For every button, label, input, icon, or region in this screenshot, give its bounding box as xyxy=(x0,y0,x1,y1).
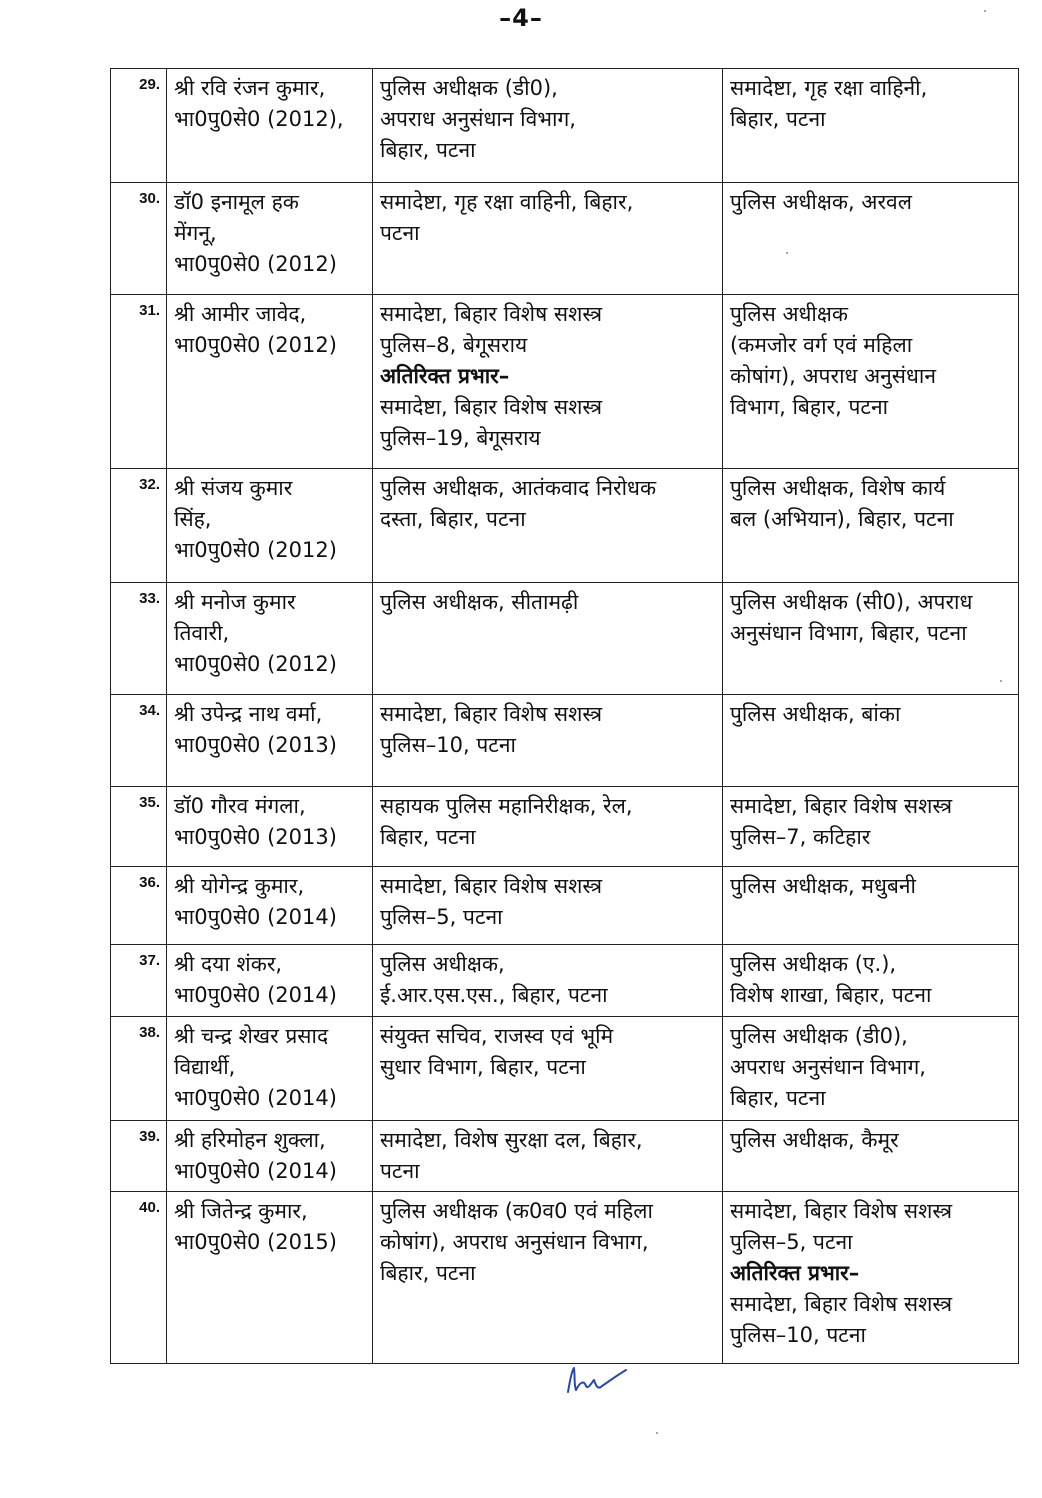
cell-line: पुलिस अधीक्षक (डी0), xyxy=(380,76,558,100)
new-posting-cell xyxy=(723,69,1019,183)
serial-number-cell: 30. xyxy=(111,183,167,295)
cell-line: श्री योगेन्द्र कुमार, xyxy=(174,874,305,898)
officer-name-cell xyxy=(167,69,373,183)
officer-name-cell xyxy=(167,295,373,469)
table-row xyxy=(111,295,1019,469)
scan-speck xyxy=(1000,680,1002,682)
table-row xyxy=(111,1017,1019,1121)
cell-line: श्री संजय कुमार xyxy=(174,476,293,500)
cell-line: पुलिस–5, पटना xyxy=(730,1230,853,1254)
cell-line: सिंह, xyxy=(174,507,212,531)
cell-line: समादेष्टा, बिहार विशेष सशस्त्र xyxy=(380,395,603,419)
current-posting-cell xyxy=(373,1121,723,1192)
cell-line: भा0पु0से0 (2012) xyxy=(174,538,337,562)
new-posting-cell xyxy=(723,583,1019,695)
cell-line: भा0पु0से0 (2013) xyxy=(174,825,337,849)
new-posting-cell xyxy=(723,1017,1019,1121)
cell-line: पुलिस अधीक्षक, मधुबनी xyxy=(730,874,916,898)
cell-line: बिहार, पटना xyxy=(730,1086,826,1110)
cell-line: बिहार, पटना xyxy=(380,138,476,162)
cell-line: भा0पु0से0 (2012) xyxy=(174,333,337,357)
cell-line: पुलिस अधीक्षक, xyxy=(380,952,505,976)
serial-number-cell: 39. xyxy=(111,1121,167,1192)
new-posting-cell xyxy=(723,787,1019,867)
cell-line: पुलिस–8, बेगूसराय xyxy=(380,333,528,357)
cell-line: पटना xyxy=(380,1159,420,1183)
cell-line: पुलिस–10, पटना xyxy=(380,733,516,757)
cell-line: समादेष्टा, गृह रक्षा वाहिनी, xyxy=(730,76,928,100)
cell-line: बिहार, पटना xyxy=(380,825,476,849)
serial-number-cell: 35. xyxy=(111,787,167,867)
cell-line: (कमजोर वर्ग एवं महिला xyxy=(730,333,913,357)
serial-number-cell: 37. xyxy=(111,945,167,1017)
table-row xyxy=(111,183,1019,295)
cell-line: श्री हरिमोहन शुक्ला, xyxy=(174,1128,326,1152)
new-posting-cell xyxy=(723,945,1019,1017)
new-posting-cell xyxy=(723,1192,1019,1364)
new-posting-cell xyxy=(723,183,1019,295)
cell-line: श्री आमीर जावेद, xyxy=(174,302,307,326)
cell-line: विभाग, बिहार, पटना xyxy=(730,395,889,419)
cell-line: पुलिस अधीक्षक, विशेष कार्य xyxy=(730,476,946,500)
signature-mark xyxy=(562,1362,632,1398)
current-posting-cell xyxy=(373,69,723,183)
officer-name-cell xyxy=(167,945,373,1017)
cell-line: पुलिस अधीक्षक (डी0), xyxy=(730,1024,908,1048)
cell-line: श्री मनोज कुमार xyxy=(174,590,296,614)
cell-line: अनुसंधान विभाग, बिहार, पटना xyxy=(730,621,967,645)
officer-name-cell xyxy=(167,583,373,695)
table-row xyxy=(111,69,1019,183)
officer-name-cell xyxy=(167,469,373,583)
cell-line: भा0पु0से0 (2012) xyxy=(174,652,337,676)
officer-name-cell xyxy=(167,867,373,945)
cell-line: भा0पु0से0 (2014) xyxy=(174,1159,337,1183)
transfer-orders-table xyxy=(110,68,1019,1364)
cell-line: भा0पु0से0 (2012) xyxy=(174,252,337,276)
cell-line: ई.आर.एस.एस., बिहार, पटना xyxy=(380,983,608,1007)
current-posting-cell xyxy=(373,583,723,695)
cell-line: भा0पु0से0 (2013) xyxy=(174,733,337,757)
cell-line: श्री उपेन्द्र नाथ वर्मा, xyxy=(174,702,323,726)
cell-line: पटना xyxy=(380,221,420,245)
cell-line: पुलिस–5, पटना xyxy=(380,905,503,929)
cell-line: डॉ0 गौरव मंगला, xyxy=(174,794,306,818)
table-row xyxy=(111,583,1019,695)
table-row xyxy=(111,1192,1019,1364)
officer-name-cell xyxy=(167,695,373,787)
cell-line: पुलिस अधीक्षक (ए.), xyxy=(730,952,897,976)
cell-line: पुलिस अधीक्षक xyxy=(730,302,849,326)
cell-line: श्री जितेन्द्र कुमार, xyxy=(174,1199,308,1223)
cell-line: विशेष शाखा, बिहार, पटना xyxy=(730,983,932,1007)
cell-line: बिहार, पटना xyxy=(730,107,826,131)
cell-line: तिवारी, xyxy=(174,621,230,645)
officer-name-cell xyxy=(167,1192,373,1364)
cell-line: पुलिस अधीक्षक, बांका xyxy=(730,702,901,726)
page-number: –4– xyxy=(499,4,543,32)
table-body xyxy=(111,69,1019,1364)
table-row xyxy=(111,945,1019,1017)
officer-name-cell xyxy=(167,1121,373,1192)
cell-line: मेंगनू, xyxy=(174,221,217,245)
cell-line: पुलिस अधीक्षक, अरवल xyxy=(730,190,912,214)
cell-line: बल (अभियान), बिहार, पटना xyxy=(730,507,954,531)
cell-line: भा0पु0से0 (2015) xyxy=(174,1230,337,1254)
cell-line: पुलिस–7, कटिहार xyxy=(730,825,871,849)
serial-number-cell: 32. xyxy=(111,469,167,583)
cell-line: कोषांग), अपराध अनुसंधान विभाग, xyxy=(380,1230,649,1254)
current-posting-cell xyxy=(373,183,723,295)
scan-speck xyxy=(984,10,986,12)
cell-line: समादेष्टा, बिहार विशेष सशस्त्र xyxy=(730,794,953,818)
cell-line: समादेष्टा, विशेष सुरक्षा दल, बिहार, xyxy=(380,1128,643,1152)
new-posting-cell xyxy=(723,295,1019,469)
table-row xyxy=(111,867,1019,945)
serial-number-cell: 29. xyxy=(111,69,167,183)
cell-line: कोषांग), अपराध अनुसंधान xyxy=(730,364,937,388)
cell-line: श्री दया शंकर, xyxy=(174,952,283,976)
cell-line: श्री चन्द्र शेखर प्रसाद xyxy=(174,1024,329,1048)
cell-line: पुलिस अधीक्षक, सीतामढ़ी xyxy=(380,590,579,614)
current-posting-cell xyxy=(373,469,723,583)
new-posting-cell xyxy=(723,695,1019,787)
officer-name-cell xyxy=(167,787,373,867)
table-row xyxy=(111,1121,1019,1192)
cell-line: संयुक्त सचिव, राजस्व एवं भूमि xyxy=(380,1024,614,1048)
cell-line: डॉ0 इनामूल हक xyxy=(174,190,299,214)
new-posting-cell xyxy=(723,1121,1019,1192)
cell-line: सुधार विभाग, बिहार, पटना xyxy=(380,1055,586,1079)
cell-line: दस्ता, बिहार, पटना xyxy=(380,507,526,531)
cell-line: पुलिस अधीक्षक, आतंकवाद निरोधक xyxy=(380,476,657,500)
cell-line: विद्यार्थी, xyxy=(174,1055,236,1079)
current-posting-cell xyxy=(373,695,723,787)
cell-line: अपराध अनुसंधान विभाग, xyxy=(380,107,576,131)
cell-line: पुलिस अधीक्षक (सी0), अपराध xyxy=(730,590,973,614)
serial-number-cell: 36. xyxy=(111,867,167,945)
new-posting-cell xyxy=(723,867,1019,945)
current-posting-cell xyxy=(373,295,723,469)
cell-line: भा0पु0से0 (2014) xyxy=(174,1086,337,1110)
cell-line: समादेष्टा, गृह रक्षा वाहिनी, बिहार, xyxy=(380,190,634,214)
cell-line: पुलिस अधीक्षक, कैमूर xyxy=(730,1128,899,1152)
cell-line: समादेष्टा, बिहार विशेष सशस्त्र xyxy=(730,1292,953,1316)
cell-line: अपराध अनुसंधान विभाग, xyxy=(730,1055,926,1079)
cell-line: पुलिस–19, बेगूसराय xyxy=(380,426,541,450)
cell-line: समादेष्टा, बिहार विशेष सशस्त्र xyxy=(380,702,603,726)
cell-line: भा0पु0से0 (2012), xyxy=(174,107,344,131)
cell-line: बिहार, पटना xyxy=(380,1261,476,1285)
cell-line: भा0पु0से0 (2014) xyxy=(174,905,337,929)
current-posting-cell xyxy=(373,867,723,945)
current-posting-cell xyxy=(373,787,723,867)
cell-line: श्री रवि रंजन कुमार, xyxy=(174,76,326,100)
cell-line: समादेष्टा, बिहार विशेष सशस्त्र xyxy=(380,302,603,326)
serial-number-cell: 33. xyxy=(111,583,167,695)
cell-line: सहायक पुलिस महानिरीक्षक, रेल, xyxy=(380,794,633,818)
current-posting-cell xyxy=(373,1192,723,1364)
serial-number-cell: 34. xyxy=(111,695,167,787)
cell-line: पुलिस अधीक्षक (क0व0 एवं महिला xyxy=(380,1199,653,1223)
serial-number-cell: 38. xyxy=(111,1017,167,1121)
table-row xyxy=(111,695,1019,787)
cell-line: समादेष्टा, बिहार विशेष सशस्त्र xyxy=(730,1199,953,1223)
table-row xyxy=(111,787,1019,867)
cell-line: अतिरिक्त प्रभार– xyxy=(380,364,510,388)
cell-line: भा0पु0से0 (2014) xyxy=(174,983,337,1007)
officer-name-cell xyxy=(167,183,373,295)
cell-line: समादेष्टा, बिहार विशेष सशस्त्र xyxy=(380,874,603,898)
officer-name-cell xyxy=(167,1017,373,1121)
cell-line: पुलिस–10, पटना xyxy=(730,1323,866,1347)
table-row xyxy=(111,469,1019,583)
current-posting-cell xyxy=(373,945,723,1017)
new-posting-cell xyxy=(723,469,1019,583)
scan-speck xyxy=(786,252,788,254)
serial-number-cell: 31. xyxy=(111,295,167,469)
scan-speck xyxy=(656,1432,658,1434)
serial-number-cell: 40. xyxy=(111,1192,167,1364)
current-posting-cell xyxy=(373,1017,723,1121)
cell-line: अतिरिक्त प्रभार– xyxy=(730,1261,860,1285)
